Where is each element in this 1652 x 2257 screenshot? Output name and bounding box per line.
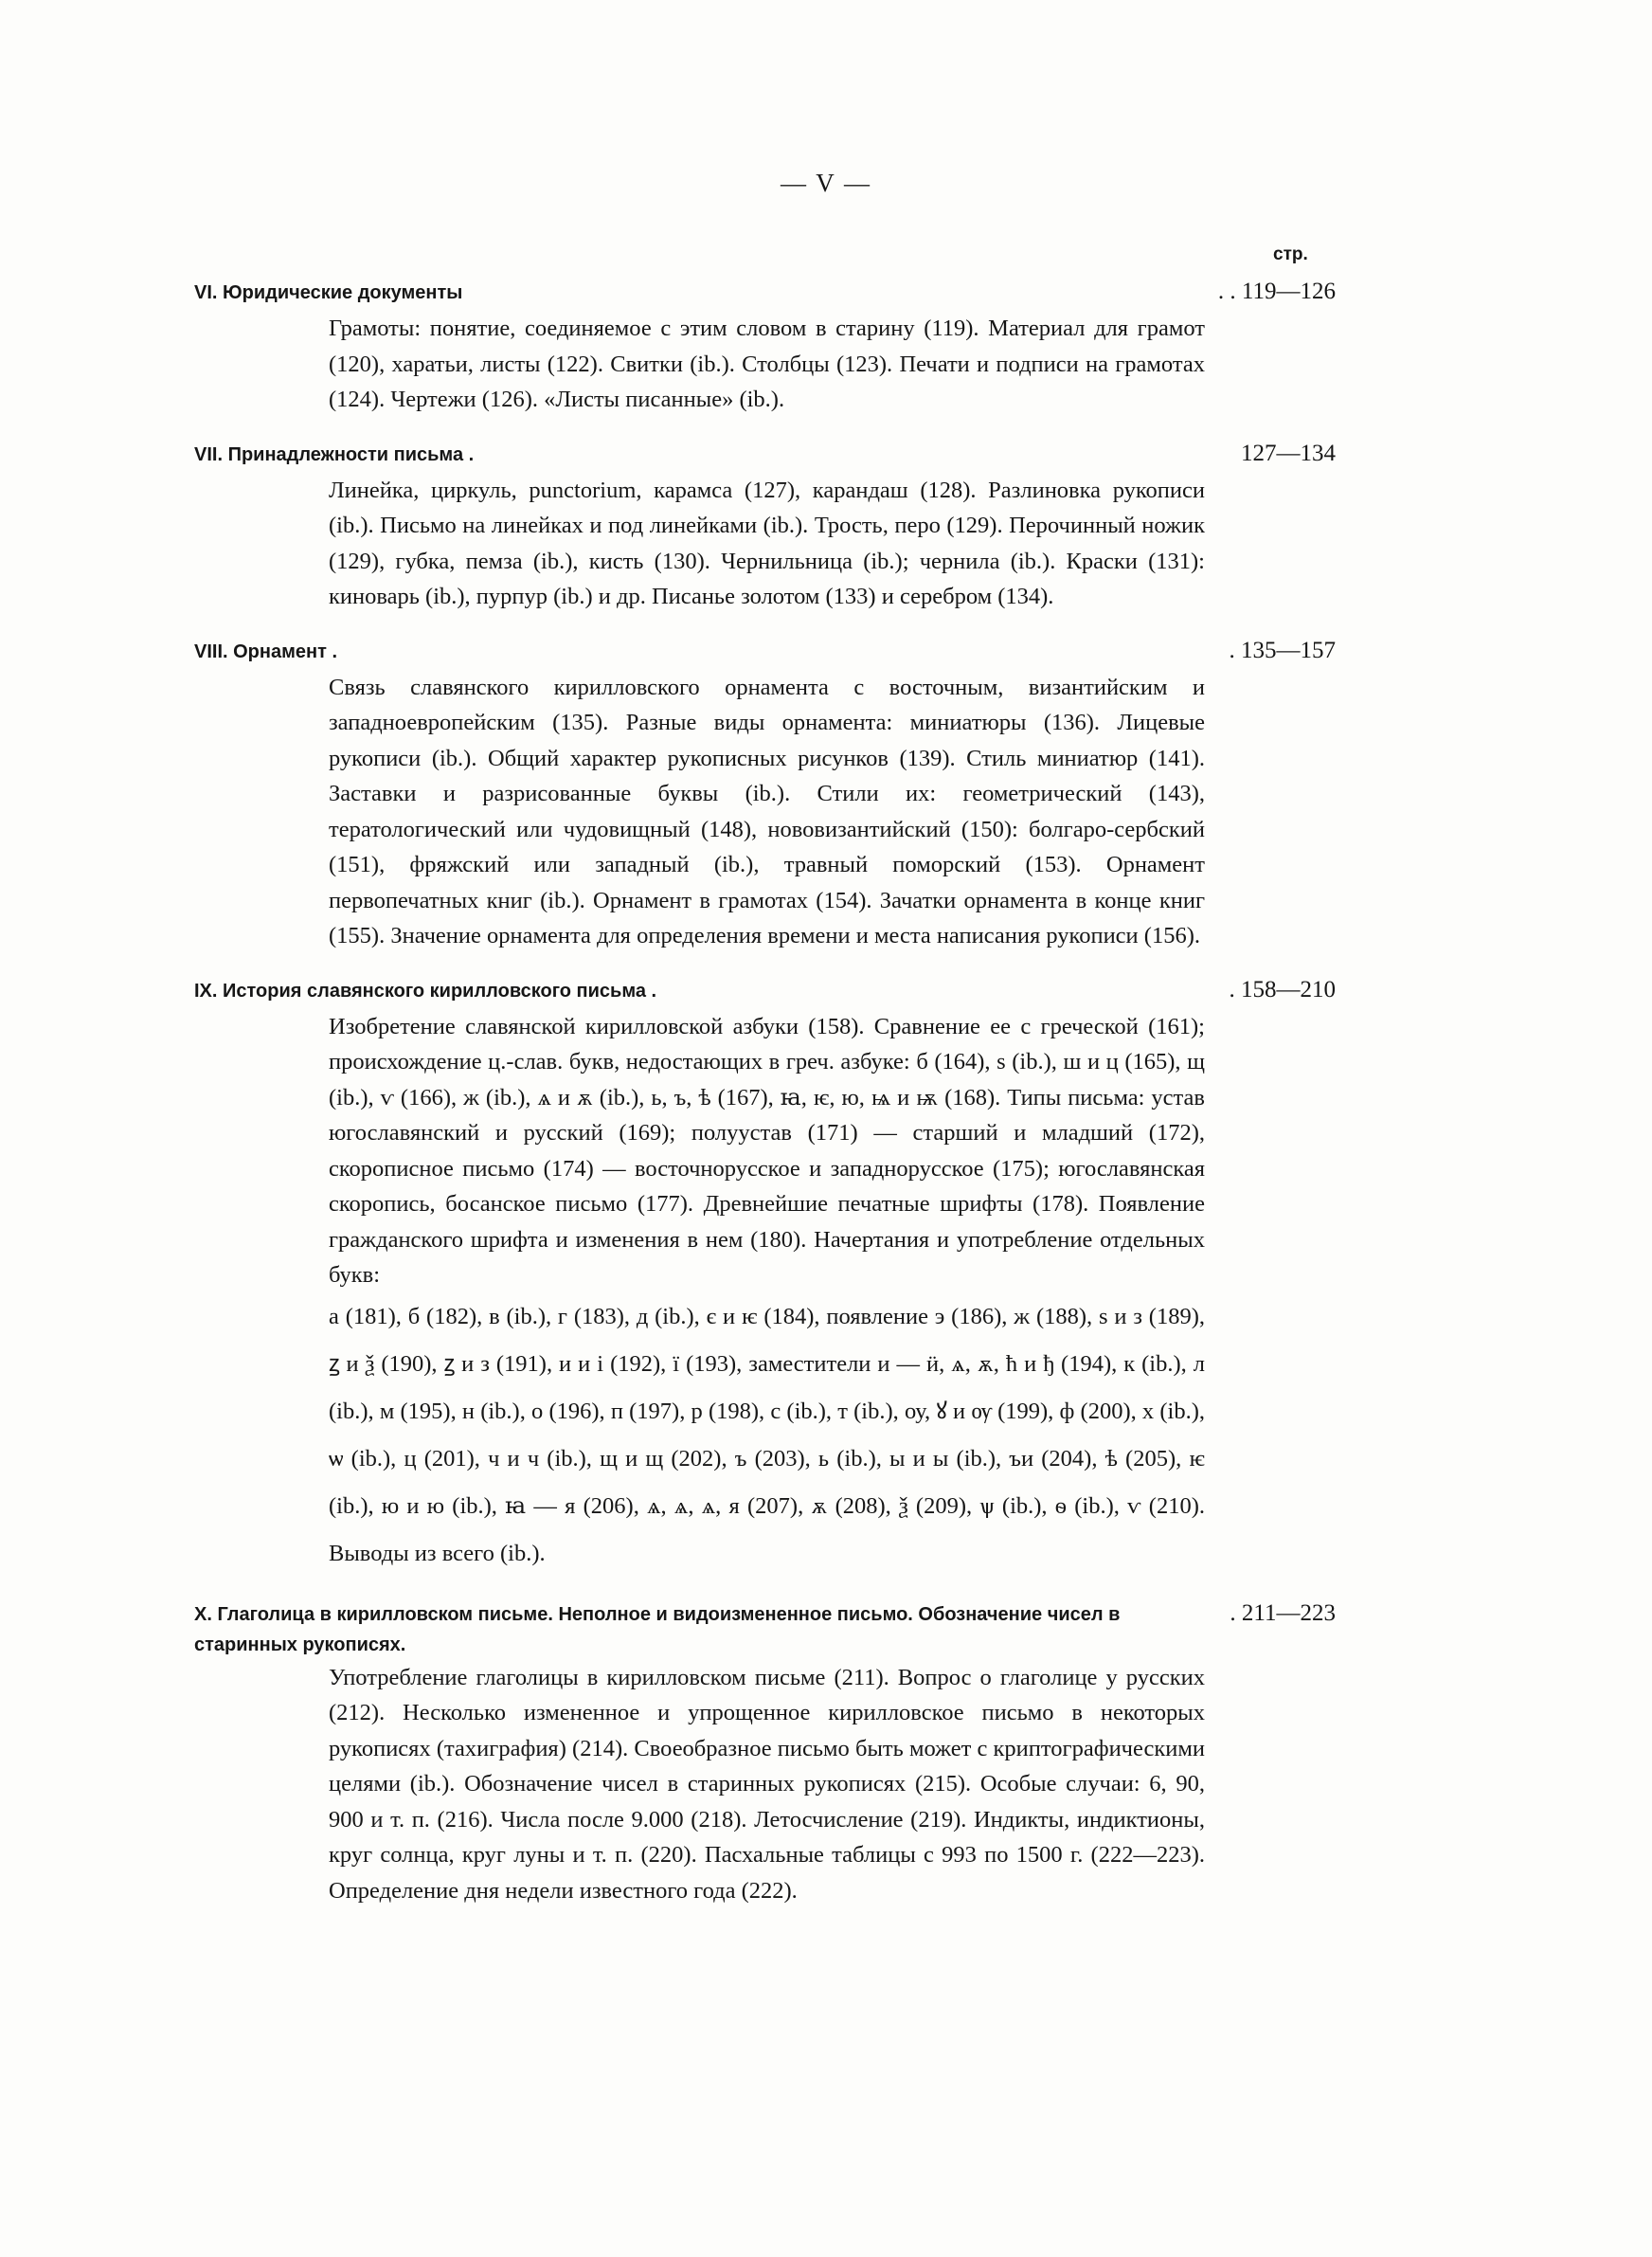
page-number: — V — xyxy=(780,169,872,197)
table-of-contents xyxy=(194,277,1336,1929)
toc-entry-pages: . 158—210 xyxy=(1229,976,1336,1002)
toc-entry-title: X. Глаголица в кирилловском письме. Неполное и видоизмененное письмо. Обозначение чисел в старинных рукописях. xyxy=(194,1603,1121,1655)
toc-entry-title: IX. История славянского кирилловского письма . xyxy=(194,980,657,1002)
toc-entry-title: VIII. Орнамент . xyxy=(194,641,338,662)
toc-entry-title: VI. Юридические документы xyxy=(194,282,463,303)
toc-entry-title: VII. Принадлежности письма . xyxy=(194,443,475,465)
toc-entry-viii xyxy=(194,636,1336,954)
toc-entry-letter-list: а (181), б (182), в (ib.), г (183), д (ib.), є и ѥ (184), появление э (186), ж (188), ѕ и з (189), ꙁ и ѯ (190), ꙁ и з (191), и и і (192), ї (193), заместители и — ӥ, ѧ, ѫ, ћ и ђ (194), к (ib.), л (ib.), м (195), н (ib.), о (196), п (197), р (198), с (ib.), т (ib.), оу, ꙋ и ѹ (199), ф (200), х (ib.), ѡ (ib.), ц (201), ч и ч (ib.), щ и щ (202), ъ (203), ь (ib.), ы и ы (ib.), ъи (204), ѣ (205), ѥ (ib.), ю и ю (ib.), ꙗ — я (206), ѧ, ѧ, ѧ, я (207), ѫ (208), ѯ (209), ѱ (ib.), ѳ (ib.), ѵ (210). Выводы из всего (ib.). xyxy=(329,1303,1205,1566)
toc-entry-pages: . . 119—126 xyxy=(1217,279,1336,304)
toc-entry-vi xyxy=(194,277,1336,418)
toc-entry-summary: Связь славянского кирилловского орнамента с восточным, византийским и западноевропейским (135). Разные виды орнамента: миниатюры (136). Лицевые рукописи (ib.). Общий характер рукописных рисунков (139). Стиль миниатюр (141). Заставки и разрисованные буквы (ib.). Стили их: геометрический (143), тератологический или чудовищный (148), нововизантийский (150): болгаро-сербский (151), фряжский или западный (ib.), травный поморский (153). Орнамент первопечатных книг (ib.). Орнамент в грамотах (154). Зачатки орнамента в конце книг (155). Значение орнамента для определения времени и места написания рукописи (156). xyxy=(329,674,1205,948)
toc-entry-summary: Изобретение славянской кирилловской азбуки (158). Сравнение ее с греческой (161); происхождение ц.-слав. букв, недостающих в греч. азбуке: б (164), ѕ (ib.), ш и ц (165), щ (ib.), ѵ (166), ж (ib.), ѧ и ѫ (ib.), ь, ъ, ѣ (167), ꙗ, ѥ, ю, ѩ и ѭ (168). Типы письма: устав югославянский и русский (169); полуустав (171) — старший и младший (172), скорописное письмо (174) — восточнорусское и западнорусское (175); югославянская скоропись, босанское письмо (177). Древнейшие печатные шрифты (178). Появление гражданского шрифта и изменения в нем (180). Начертания и употребление отдельных букв: xyxy=(329,1013,1205,1288)
pages-column-header: стр. xyxy=(1273,244,1308,264)
toc-entry-summary: Грамоты: понятие, соединяемое с этим словом в старину (119). Материал для грамот (120), харатьи, листы (122). Свитки (ib.). Столбцы (123). Печати и подписи на грамотах (124). Чертежи (126). «Листы писанные» (ib.). xyxy=(329,316,1205,412)
toc-entry-pages: . 211—223 xyxy=(1230,1599,1336,1626)
toc-entry-summary: Линейка, циркуль, punctorium, карамса (127), карандаш (128). Разлиновка рукописи (ib.). Письмо на линейках и под линейками (ib.). Трость, перо (129). Перочинный ножик (129), губка, пемза (ib.), кисть (130). Чернильница (ib.); чернила (ib.). Краски (131): киноварь (ib.), пурпур (ib.) и др. Писанье золотом (133) и серебром (134). xyxy=(329,477,1205,609)
toc-entry-x xyxy=(194,1598,1336,1909)
toc-entry-pages: 127—134 xyxy=(1241,440,1336,466)
toc-entry-summary: Употребление глаголицы в кирилловском письме (211). Вопрос о глаголице у русских (212). Несколько измененное и упрощенное кирилловское письмо в некоторых рукописях (тахиграфия) (214). Своеобразное письмо быть может с криптографическими целями (ib.). Обозначение чисел в старинных рукописях (215). Особые случаи: 6, 90, 900 и т. п. (216). Числа после 9.000 (218). Летосчисление (219). Индикты, индиктионы, круг солнца, круг луны и т. п. (220). Пасхальные таблицы с 993 по 1500 г. (222—223). Определение дня недели известного года (222). xyxy=(329,1664,1205,1904)
toc-entry-vii xyxy=(194,439,1336,615)
toc-entry-pages: . 135—157 xyxy=(1229,637,1336,663)
toc-entry-ix xyxy=(194,975,1336,1578)
